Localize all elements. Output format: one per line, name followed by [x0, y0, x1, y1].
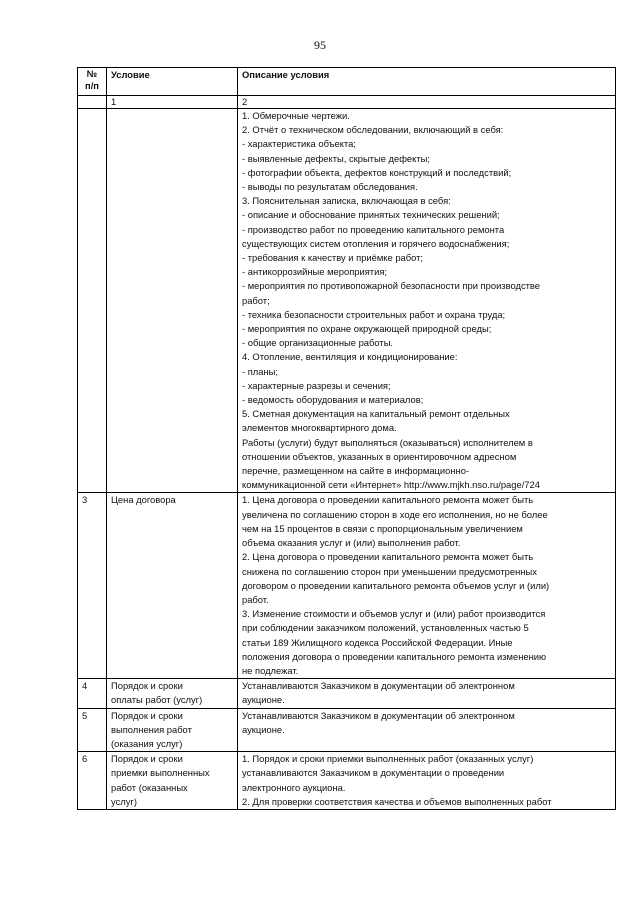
description-line: перечне, размещенном на сайте в информационно- [242, 465, 470, 477]
row-condition [107, 752, 238, 810]
description-line: - ведомость оборудования и материалов; [242, 394, 424, 406]
header-condition: Условие [107, 68, 238, 96]
description-line: - описание и обоснование принятых технических решений; [242, 209, 500, 221]
row-condition [107, 493, 238, 679]
description-line: - мероприятия по противопожарной безопасности при производстве [242, 280, 541, 292]
description-line: при соблюдении заказчиком положений, установленных частью 5 [242, 622, 529, 634]
row-description [238, 708, 616, 752]
description-line: 3. Пояснительная записка, включающая в себя: [242, 195, 451, 207]
description-line: 4. Отопление, вентиляция и кондиционирование: [242, 351, 458, 363]
index-cell-description: 2 [238, 96, 616, 109]
description-line: устанавливаются Заказчиком в документации о проведении [242, 767, 505, 779]
description-line: 3. Изменение стоимости и объемов услуг и (или) работ производится [242, 608, 546, 620]
row-description [238, 109, 616, 493]
description-line: Устанавливаются Заказчиком в документации об электронном [242, 709, 515, 721]
description-line: - производство работ по проведению капитального ремонта [242, 223, 505, 235]
description-line: объема оказания услуг и (или) выполнения работ. [242, 537, 461, 549]
description-line: работ. [242, 593, 269, 605]
row-number: 4 [78, 679, 107, 708]
condition-line: услуг) [111, 795, 137, 807]
description-line: аукционе. [242, 694, 285, 706]
description-line: 1. Цена договора о проведении капитального ремонта может быть [242, 494, 534, 506]
condition-line: Цена договора [111, 494, 176, 506]
description-line: договором о проведении капитального ремонта объемов услуг и (или) [242, 579, 550, 591]
condition-line: Порядок и сроки [111, 753, 183, 765]
description-line: - антикоррозийные мероприятия; [242, 266, 388, 278]
row-description [238, 752, 616, 810]
condition-line: выполнения работ [111, 723, 192, 735]
description-line: коммуникационной сети «Интернет» http://www.mjkh.nso.ru/page/724 [242, 479, 540, 491]
description-line: работ; [242, 294, 270, 306]
condition-line: оплаты работ (услуг) [111, 694, 203, 706]
description-line: не подлежат. [242, 664, 299, 676]
row-number: 5 [78, 708, 107, 752]
row-condition [107, 109, 238, 493]
table-row [78, 679, 616, 708]
condition-line: Порядок и сроки [111, 680, 183, 692]
description-line: - выводы по результатам обследования. [242, 181, 418, 193]
description-line: - техника безопасности строительных работ и охрана труда; [242, 308, 506, 320]
description-line: увеличена по соглашению сторон в ходе его исполнения, но не более [242, 508, 548, 520]
condition-line: Порядок и сроки [111, 709, 183, 721]
description-line: - выявленные дефекты, скрытые дефекты; [242, 152, 430, 164]
condition-line: (оказания услуг) [111, 737, 183, 749]
description-line: Работы (услуги) будут выполняться (оказываться) исполнителем в [242, 436, 533, 448]
table-row [78, 752, 616, 810]
column-index-row [78, 96, 616, 109]
index-cell-empty [78, 96, 107, 109]
description-line: - планы; [242, 365, 279, 377]
description-line: электронного аукциона. [242, 781, 346, 793]
description-line: - мероприятия по охране окружающей природной среды; [242, 323, 492, 335]
header-number: № п/п [78, 68, 107, 96]
table-row [78, 708, 616, 752]
row-condition [107, 708, 238, 752]
description-line: Устанавливаются Заказчиком в документации об электронном [242, 680, 515, 692]
description-line: 1. Обмерочные чертежи. [242, 110, 350, 121]
description-line: - фотографии объекта, дефектов конструкций и последствий; [242, 166, 512, 178]
condition-line: приемки выполненных [111, 767, 210, 779]
description-line: статьи 189 Жилищного кодекса Российской Федерации. Иные [242, 636, 513, 648]
row-description [238, 493, 616, 679]
description-line: 5. Сметная документация на капитальный ремонт отдельных [242, 408, 510, 420]
row-description [238, 679, 616, 708]
header-description: Описание условия [238, 68, 616, 96]
description-line: положения договора о проведении капитального ремонта изменению [242, 650, 547, 662]
description-line: снижена по соглашению сторон при уменьшении предусмотренных [242, 565, 537, 577]
description-line: - требования к качеству и приёмке работ; [242, 252, 424, 264]
description-line: существующих систем отопления и горячего водоснабжения; [242, 237, 510, 249]
condition-line: работ (оказанных [111, 781, 188, 793]
description-line: 2. Цена договора о проведении капитального ремонта может быть [242, 551, 534, 563]
table-row-continued [78, 109, 616, 493]
continued-description-lines [242, 109, 611, 492]
table-header-row [78, 68, 616, 96]
description-line: - характерные разрезы и сечения; [242, 379, 391, 391]
row-number [78, 109, 107, 493]
description-line: 2. Отчёт о техническом обследовании, включающий в себя: [242, 124, 504, 136]
description-line: отношении объектов, указанных в ориентировочном адресном [242, 450, 517, 462]
description-line: чем на 15 процентов в связи с пропорциональным увеличением [242, 522, 523, 534]
index-cell-condition: 1 [107, 96, 238, 109]
description-line: - характеристика объекта; [242, 138, 356, 150]
description-line: элементов многоквартирного дома. [242, 422, 397, 434]
description-line: 2. Для проверки соответствия качества и объемов выполненных работ [242, 795, 552, 807]
description-line: аукционе. [242, 723, 285, 735]
row-condition [107, 679, 238, 708]
conditions-table [77, 67, 616, 810]
row-number: 6 [78, 752, 107, 810]
page-number: 95 [314, 38, 326, 52]
description-line: - общие организационные работы. [242, 337, 394, 349]
table-rows [78, 493, 616, 809]
row-number: 3 [78, 493, 107, 679]
description-line: 1. Порядок и сроки приемки выполненных работ (оказанных услуг) [242, 753, 534, 765]
table-row [78, 493, 616, 679]
